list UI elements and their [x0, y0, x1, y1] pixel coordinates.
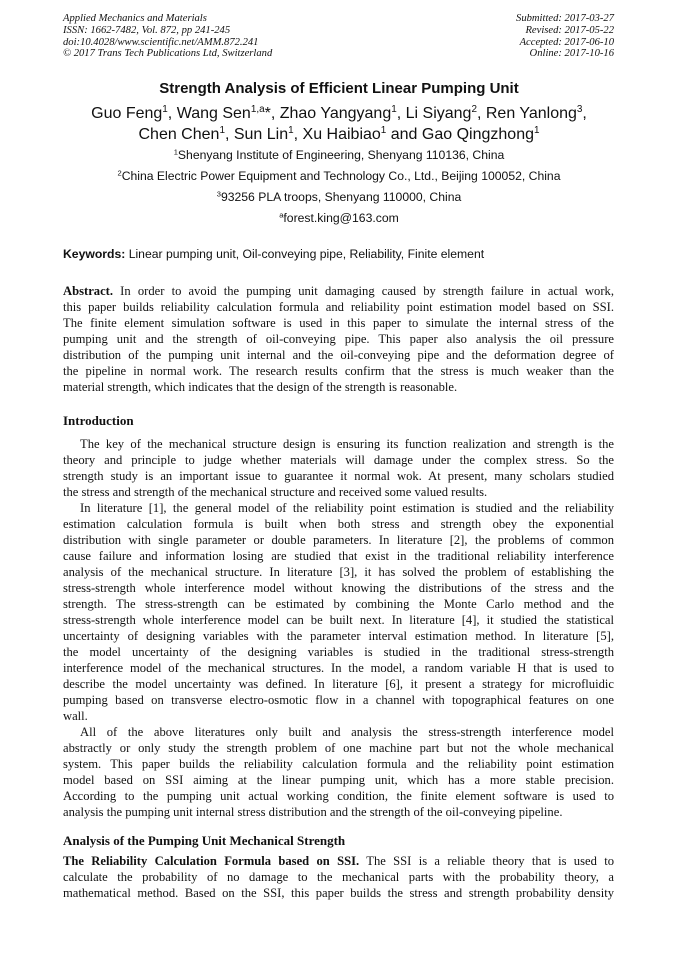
accepted-date: Accepted: 2017-06-10	[519, 36, 614, 48]
text-line	[63, 315, 614, 331]
journal-copyright: © 2017 Trans Tech Publications Ltd, Switzerland	[63, 48, 273, 60]
affiliation-text: 93256 PLA troops, Shenyang 110000, China	[220, 190, 462, 204]
journal-info	[63, 13, 272, 60]
text-line: uncertainty of designing variables with the parameter interval estimation method. In literature [5],	[63, 629, 614, 643]
text-line: abstractly or only study the strength problem of one machine part but not the whole mechanical	[63, 741, 614, 755]
affiliation-mark: 2	[117, 168, 122, 178]
line-text: distribution of the pumping unit internal and the oil-conveying pipe and the deformation degree of	[63, 348, 614, 362]
text-line: strength. The stress-strength can be estimated by combining the Monte Carlo method and the	[63, 597, 614, 611]
author-separator: ,	[582, 105, 587, 122]
author-name: Wang Sen	[176, 105, 251, 122]
text-line	[63, 853, 614, 869]
author-affiliation-mark: 3	[576, 104, 583, 116]
author-name: Gao Qingzhong	[421, 126, 534, 143]
introduction-heading: Introduction	[63, 413, 134, 428]
author-list	[40, 103, 638, 145]
author-affiliation-mark: 1	[288, 125, 294, 137]
line-text: The finite element simulation software is used in this paper to simulate the internal stress of the	[63, 316, 614, 330]
line-text: mathematical method. Based on the SSI, this paper builds the stress and strength probability density	[63, 886, 614, 900]
line-text: the pipeline in normal work. The research results confirm that the stress is much weaker than the	[63, 364, 614, 378]
text-line: According to the pumping unit actual working condition, the finite element software is used to	[63, 789, 614, 803]
text-line: analysis of the mechanical structure. In literature [3], it has solved the problem of establishing the	[63, 565, 614, 579]
text-line: In literature [1], the general model of the reliability point estimation is studied and the reliability	[80, 501, 614, 515]
online-date: Online: 2017-10-16	[529, 48, 614, 60]
author-separator: ,	[476, 105, 486, 122]
affiliation-text: China Electric Power Equipment and Technology Co., Ltd., Beijing 100052, China	[121, 169, 561, 183]
journal-name: Applied Mechanics and Materials	[63, 13, 207, 24]
journal-issn: ISSN: 1662-7482, Vol. 872, pp 241-245	[63, 24, 231, 36]
author-separator: ,	[224, 126, 234, 143]
affiliation-text: forest.king@163.com	[283, 211, 399, 225]
revised-date: Revised: 2017-05-22	[525, 24, 614, 36]
introduction-body	[63, 436, 614, 820]
text-line	[63, 283, 614, 299]
line-text: material strength, which indicates that the design of the strength is reasonable.	[63, 380, 458, 394]
text-line	[63, 363, 614, 379]
text-line	[63, 885, 614, 901]
paper-title: Strength Analysis of Efficient Linear Pumping Unit	[159, 80, 519, 97]
text-line: All of the above literatures only built and analysis the stress-strength interference model	[80, 725, 614, 739]
text-line: the stress and strength of the mechanical structure and received some valued results.	[63, 485, 488, 499]
text-line: The key of the mechanical structure design is ensuring its function realization and strength is the	[80, 437, 614, 451]
text-line: the model uncertainty of the designing variables is studied in the traditional stress-strength	[63, 645, 614, 659]
text-line: strength study is an important issue to guarantee it normal wok. At present, many scholars studied	[63, 469, 614, 483]
keywords-text: Linear pumping unit, Oil-conveying pipe, Reliability, Finite element	[125, 247, 485, 261]
author-affiliation-mark: 1,a	[250, 104, 265, 116]
author-separator: *,	[264, 105, 280, 122]
text-line	[63, 347, 614, 363]
author-affiliation-mark: 1	[533, 125, 540, 137]
affiliation-mark: 3	[216, 189, 221, 199]
author-name: Guo Feng	[91, 105, 163, 122]
author-affiliation-mark: 1	[391, 104, 397, 116]
author-separator: ,	[396, 105, 406, 122]
affiliation-mark: a	[279, 210, 284, 220]
affiliation-line	[40, 211, 638, 225]
text-line: wall.	[63, 709, 88, 723]
text-line: analysis the pumping unit internal stress distribution and the strength of the oil-conveying pipeline.	[63, 805, 563, 819]
text-line: stress-strength whole interference model can be built next. In literature [4], it studied the statistical	[63, 613, 614, 627]
keywords-label: Keywords:	[63, 247, 126, 261]
author-name: Chen Chen	[138, 126, 220, 143]
text-line	[63, 869, 614, 885]
text-line	[63, 379, 614, 395]
author-separator: and	[386, 126, 422, 143]
abstract	[63, 283, 614, 395]
submitted-date: Submitted: 2017-03-27	[516, 13, 614, 24]
text-line: interference model of the mechanical structures. In the model, a random variable H that is used to	[63, 661, 614, 675]
text-line: describe the model uncertainty was defined. In literature [6], it present a strategy for microfluidic	[63, 677, 614, 691]
author-affiliation-mark: 2	[471, 104, 477, 116]
affiliation-line	[40, 169, 638, 183]
author-separator: ,	[167, 105, 177, 122]
text-line: theory and principle to judge whether materials will damage under the complex stress. So the	[63, 453, 614, 467]
keywords	[63, 247, 484, 261]
analysis-body	[63, 853, 614, 901]
line-text: calculate the probability of no damage to the mechanical parts with the probability theory, a	[63, 870, 614, 884]
journal-doi[interactable]: doi:10.4028/www.scientific.net/AMM.872.241	[63, 36, 259, 48]
text-line: distribution with single parameter or double parameters. In literature [2], the problems of common	[63, 533, 614, 547]
line-text: this paper builds reliability calculation formula and reliability point estimation model based on SSI.	[63, 300, 614, 314]
author-name: Xu Haibiao	[302, 126, 381, 143]
author-name: Zhao Yangyang	[279, 105, 392, 122]
affiliation-text: Shenyang Institute of Engineering, Shenyang 110136, China	[177, 148, 505, 162]
author-affiliation-mark: 1	[162, 104, 168, 116]
line-text: pumping unit and the strength of oil-conveying pipe. This paper also analysis the oil pressure	[63, 332, 614, 346]
text-line: stress-strength whole interference model without knowing the distributions of the stress and the	[63, 581, 614, 595]
analysis-heading: Analysis of the Pumping Unit Mechanical Strength	[63, 833, 346, 848]
text-line: model based on SSI aiming at the linear pumping unit, which has a more stable precision.	[63, 773, 614, 787]
abstract-label: Abstract.	[63, 284, 114, 298]
affiliation-line	[40, 190, 638, 204]
author-name: Ren Yanlong	[485, 105, 577, 122]
affiliation-line	[40, 148, 638, 162]
affiliation-mark: 1	[173, 147, 178, 157]
line-text: In order to avoid the pumping unit damaging caused by strength failure in actual work,	[113, 284, 614, 298]
subsection-heading: The Reliability Calculation Formula based on SSI.	[63, 854, 360, 868]
author-name: Sun Lin	[233, 126, 289, 143]
author-affiliation-mark: 1	[219, 125, 225, 137]
text-line: cause failure and information losing are studied that exist in the traditional reliability interference	[63, 549, 614, 563]
publication-dates	[516, 13, 614, 60]
author-affiliation-mark: 1	[380, 125, 387, 137]
text-line: system. This paper builds the reliability calculation formula and the reliability point estimation	[63, 757, 614, 771]
text-line: pumping based on transverse electro-osmotic flow in a channel with topographical features on one	[63, 693, 614, 707]
text-line	[63, 299, 614, 315]
author-separator: ,	[293, 126, 303, 143]
text-line: estimation calculation formula is built when both stress and strength obey the exponential	[63, 517, 614, 531]
line-text: The SSI is a reliable theory that is used to	[359, 854, 615, 868]
text-line	[63, 331, 614, 347]
author-name: Li Siyang	[405, 105, 472, 122]
